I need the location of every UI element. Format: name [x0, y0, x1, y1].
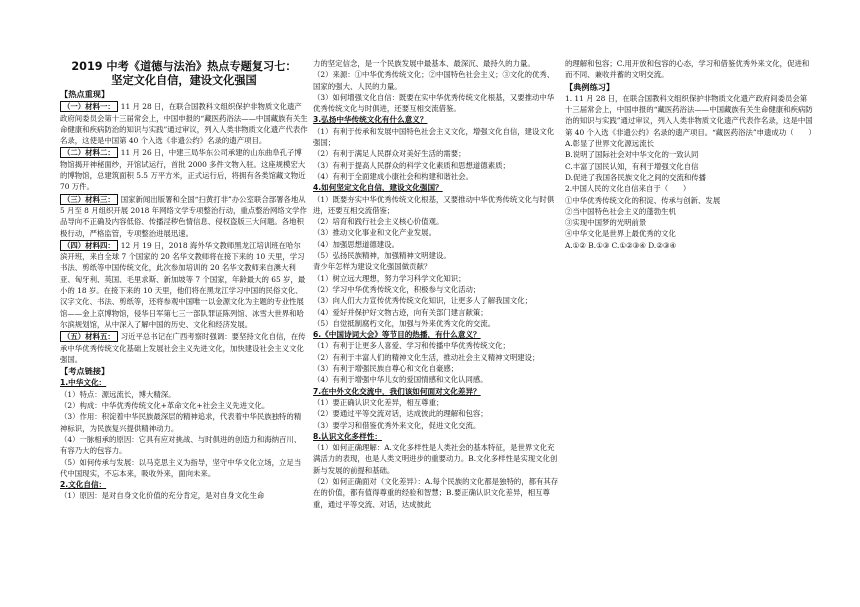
- text-line: ③实现中国梦的光明前景: [565, 218, 647, 228]
- material-paragraph: [60, 331, 308, 365]
- text-line: （5）弘扬民族精神，加强精神文明建设。: [313, 251, 451, 261]
- text-line: 力的坚定信念，是一个民族发展中最基本、最深沉、最持久的力量。: [313, 59, 535, 68]
- text-line: （2）有利于丰富人们的精神文化生活，推动社会主义精神文明建设；: [313, 352, 540, 362]
- text-line: 的理解和包容；C.用开放和包容的心态，学习和借鉴优秀外来文化，促进和而不同、兼收并蓄的文明交流。: [565, 59, 810, 80]
- material-paragraph: [60, 240, 308, 330]
- materials-list: [60, 101, 308, 365]
- title-line-1: 2019 中考《道德与法治》热点专题复习七：: [71, 60, 297, 73]
- section-hot: 【热点重现】: [60, 89, 110, 99]
- material-text: 习近平总书记在广西考察时强调：要坚持文化自信，在传承中华优秀传统文化基础上发展社会主义先进文化，加快建设社会主义文化强国。: [60, 332, 306, 364]
- text-line: （4）一脉相承的原因：它具有应对挑战、与时俱进的创造力和海纳百川、有容乃大的包容力。: [60, 434, 302, 456]
- column-right: [565, 58, 816, 251]
- text-line: A.彰显了世界文化源远流长: [565, 139, 654, 149]
- topic-heading: 7.在中外文化交流中，我们该如何面对文化差异？: [313, 386, 481, 396]
- topic-heading: 1.中华文化：: [60, 378, 107, 388]
- material-text: 国家新闻出版署和全国“扫黄打非”办公室联合部署各地从 5 月至 8 月组织开展 2018 年网络文学专项整治行动，重点整治网络文学作品导向不正确及内容低俗、传播淫秽色情信息、侵权盗版三大问题。各地积极行动，严格监管，专项整治进展迅速。: [60, 194, 307, 238]
- title-line-2: 坚定文化自信，建设文化强国: [111, 74, 257, 87]
- text-line: （3）有利于提高人民群众的科学文化素质和思想道德素质；: [313, 160, 510, 170]
- text-line: （4）有利于增强中华儿女的爱国情感和文化认同感。: [313, 375, 488, 385]
- section-heading: 【典例练习】: [565, 81, 615, 92]
- text-line: （5）如何传承与发展：以马克思主义为指导，坚守中华文化立场，立足当代中国现实，不忘本来，吸收外来，面向未来。: [60, 457, 302, 478]
- section-links: 【考点链接】: [60, 366, 110, 377]
- material-paragraph: [60, 147, 308, 192]
- text-line: （3）推动文化事业和文化产业发展。: [313, 228, 436, 238]
- text-line: （3）要学习和借鉴优秀外来文化，促进文化交流。: [313, 420, 481, 430]
- text-line: ①中华优秀传统文化的积淀、传承与创新、发展: [565, 195, 721, 205]
- text-line: （1）树立远大理想，努力学习科学文化知识；: [313, 273, 466, 283]
- topic-heading: 3.弘扬中华传统文化有什么意义？: [313, 115, 428, 125]
- material-text: 12 月 19 日，2018 海外华文教师黑龙江培训班在哈尔滨开班，来自全球 7 个国家的 20 名华文教师将在接下来的 10 天里，学习书法、剪纸等中国传统文化，此次参加培训的 20 名华文教师来自澳大利亚、匈牙利、英国、毛里求斯、新加坡等 7 个国家，年龄最大的 65 岁，最小的 18 岁。在接下来的 10 天里，他们将在黑龙江学习中国的民俗文化、汉字文化、书法、剪纸等，还将参观中国唯一以金源文化为主题的专业性展馆——金上京博物馆，侵华日军第七三一部队罪证陈列馆、冰雪大世界和哈尔滨规划馆，从中深入了解中国的历史、文化和经济发展。: [60, 240, 306, 329]
- topic-heading: 2.文化自信：: [60, 480, 107, 490]
- text-line: （2）来源：①中华优秀传统文化；②中国特色社会主义；③文化的优秀、国家的强大、人民的力量。: [313, 70, 555, 91]
- text-line: （1）如何正确理解：A.文化多样性是人类社会的基本特征，是世界文化充满活力的表现，也是人类文明进步的重要动力。B.文化多样性是实现文化创新与发展的前提和基础。: [313, 443, 558, 475]
- text-line: （4）有利于全面建成小康社会和构建和谐社会。: [313, 171, 473, 181]
- links-list: [60, 377, 308, 501]
- material-tag: （二）材料二：: [60, 147, 118, 158]
- text-line: （3）有利于增强民族自尊心和文化自豪感；: [313, 364, 459, 374]
- text-line: （2）如何正确面对（文化差异）：A.每个民族的文化都是独特的，都有其存在的价值，都有值得尊重的经验和智慧；B.要正确认识文化差异，相互尊重，通过平等交流、对话，达成彼此: [313, 476, 559, 509]
- material-tag: （三）材料三：: [60, 194, 118, 205]
- text-line: 青少年怎样为建设文化强国做贡献？: [313, 262, 432, 272]
- material-text: 11 月 28 日，在联合国教科文组织保护非物质文化遗产政府间委员会第十三届常会上，中国申报的“藏医药浴法——中国藏族有关生命健康和疾病防治的知识与实践”通过审议，列入人类非物质文化遗产代表作名录，这使是中国第 40 个入选《非遗公约》名录的遗产项目。: [60, 102, 308, 146]
- text-line: A.①② B.①③ C.①②③④ D.②③④: [565, 240, 677, 250]
- text-line: （3）作用：积淀着中华民族最深层的精神追求，代表着中华民族独特的精神标识，为民族复兴提供精神动力。: [60, 412, 302, 433]
- text-line: （2）培育和践行社会主义核心价值观。: [313, 217, 444, 227]
- text-line: （1）既要夯实中华优秀传统文化根基，又要推动中华优秀传统文化与时俱进，还要互相交流借鉴；: [313, 194, 555, 215]
- material-paragraph: [60, 194, 308, 239]
- material-paragraph: [60, 101, 308, 146]
- text-line: （4）爱好并保护好文物古迹，向有关部门建言献策；: [313, 307, 488, 317]
- text-line: （1）有利于传承和发展中国特色社会主义文化，增强文化自信，建设文化强国；: [313, 126, 555, 148]
- text-line: （2）有利于满足人民群众对美好生活的需要；: [313, 149, 466, 159]
- topic-heading: 4.如何坚定文化自信，建设文化强国？: [313, 183, 443, 193]
- text-line: （1）原因：是对自身文化价值的充分肯定，是对自身文化生命: [60, 491, 265, 501]
- text-line: （2）要通过平等交流对话，达成彼此的理解和包容；: [313, 409, 488, 419]
- text-line: ②当中国特色社会主义的蓬勃生机: [565, 206, 676, 216]
- text-line: B.说明了国际社会对中华文化的一致认同: [565, 150, 699, 160]
- text-line: （1）有利于让更多人喜爱、学习和传播中华优秀传统文化；: [313, 341, 510, 351]
- topic-heading: 8.认识文化多样性：: [313, 431, 382, 441]
- document-title: [60, 60, 308, 88]
- text-line: （5）自觉抵制腐朽文化，加强与外来优秀文化的交流。: [313, 318, 496, 328]
- text-line: D.促进了我国各民族文化之间的交流和传播: [565, 172, 707, 182]
- column-left: [60, 88, 308, 502]
- material-tag: （四）材料四：: [60, 240, 118, 251]
- material-tag: （五）材料五：: [60, 331, 118, 342]
- text-line: 2.中国人民的文化自信来自于（ ）: [565, 184, 691, 194]
- text-line: （1）要正确认识文化差异，相互尊重；: [313, 397, 444, 407]
- text-line: （2）学习中华优秀传统文化，积极参与文化活动；: [313, 284, 481, 294]
- material-tag: （一）材料一：: [60, 101, 118, 112]
- text-line: （3）如何增强文化自信：既要在实中华优秀传统文化根基，又要推动中华优秀传统文化与时俱进，还要互相交流借鉴。: [313, 92, 555, 114]
- column-middle: [313, 58, 561, 510]
- text-line: C.丰富了国民认知，有利于增强文化自信: [565, 161, 699, 171]
- text-line: （3）向人们大力宣传优秀传统文化知识，让更多人了解我国文化；: [313, 296, 533, 306]
- text-line: （2）构成：中华优秀传统文化+革命文化+社会主义先进文化。: [60, 401, 270, 411]
- text-line: ④中华文化是世界上最优秀的文化: [565, 229, 676, 239]
- text-line: （4）加强思想道德建设。: [313, 239, 400, 249]
- text-line: 1. 11 月 28 日，在联合国教科文组织保护非物质文化遗产政府间委员会第十三届常会上，中国申报的“藏医药浴法——中国藏族有关生命健康和疾病防治的知识与实践”通过审议，列入人类非物质文化遗产代表作名录，这是中国第 40 个入选《非遗公约》名录的遗产项目。“藏医药浴法”申遗成功（ ）: [565, 93, 816, 137]
- text-line: （1）特点：源远流长，博大精深。: [60, 389, 176, 399]
- material-text: 11 月 26 日，中建三局华东公司承建的山东曲阜孔子博物馆揭开神秘面纱，开馆试运行，首批 2000 多件文物入驻。这座规模宏大的博物馆，总建筑面积 5.5 万平方米，正式运行后，将拥有各类馆藏文物近 70 万件。: [60, 148, 306, 192]
- topic-heading: 6.《中国诗词大会》等节目的热播，有什么意义？: [313, 330, 481, 340]
